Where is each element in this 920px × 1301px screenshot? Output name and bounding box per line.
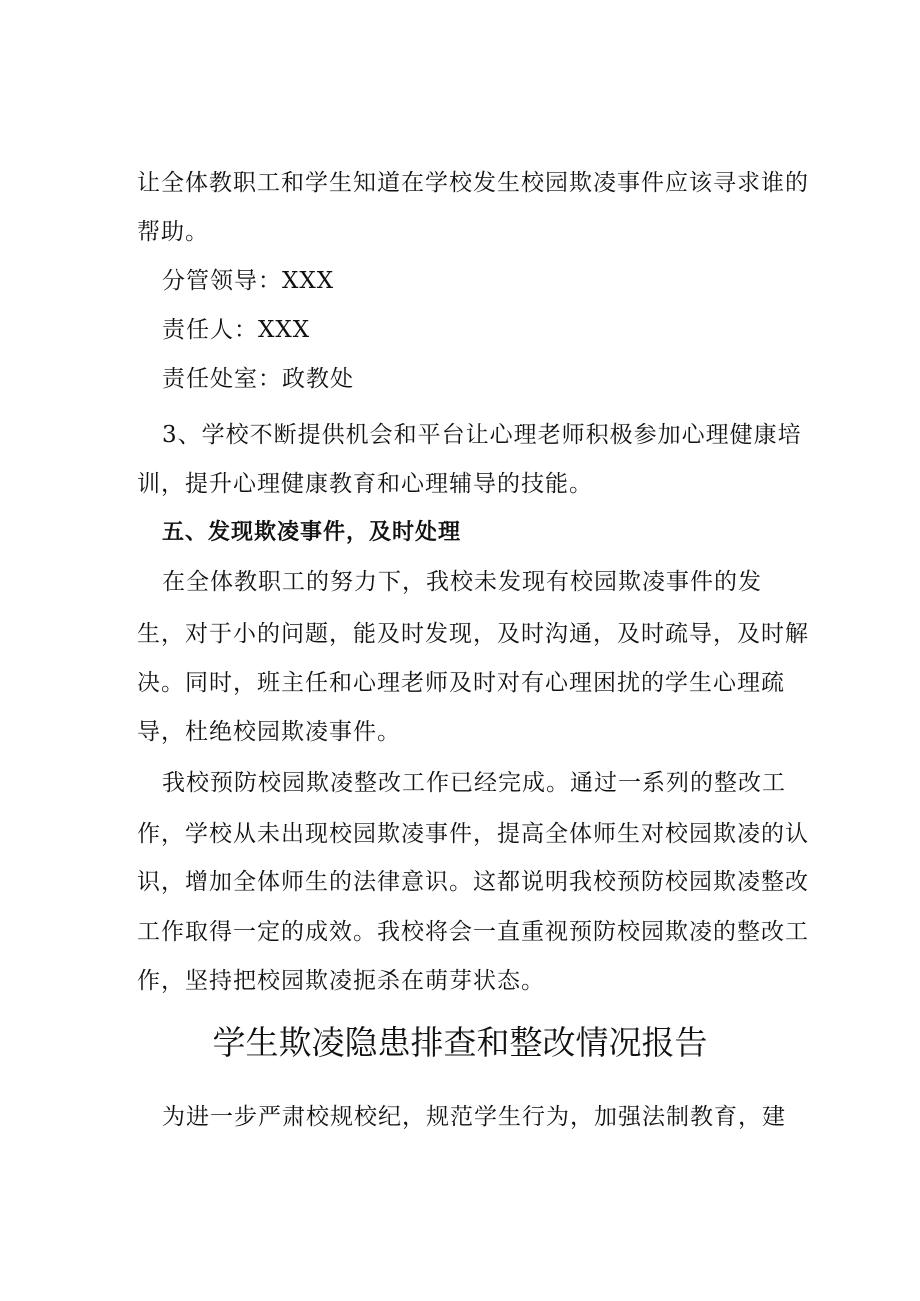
paragraph-line: 帮助。 — [137, 219, 209, 245]
paragraph-line: 决。同时，班主任和心理老师及时对有心理困扰的学生心理疏 — [137, 670, 785, 696]
paragraph-line: 作，学校从未出现校园欺凌事件，提高全体师生对校园欺凌的认 — [137, 821, 809, 847]
paragraph-line: 识，增加全体师生的法律意识。这都说明我校预防校园欺凌整改 — [137, 869, 809, 895]
contact-office: 责任处室：政教处 — [162, 366, 354, 392]
paragraph-line: 训，提升心理健康教育和心理辅导的技能。 — [137, 471, 593, 497]
paragraph-line: 为进一步严肃校规校纪，规范学生行为，加强法制教育，建 — [162, 1104, 786, 1130]
paragraph-line: 作，坚持把校园欺凌扼杀在萌芽状态。 — [137, 968, 545, 994]
paragraph-line: 导，杜绝校园欺凌事件。 — [137, 719, 401, 745]
section-heading: 五、发现欺凌事件，及时处理 — [162, 520, 462, 545]
paragraph-line: 生，对于小的问题，能及时发现，及时沟通，及时疏导，及时解 — [137, 621, 809, 647]
paragraph-line: 在全体教职工的努力下，我校未发现有校园欺凌事件的发 — [162, 569, 762, 595]
paragraph-line: 工作取得一定的成效。我校将会一直重视预防校园欺凌的整改工 — [137, 919, 809, 945]
contact-leader: 分管领导：XXX — [162, 268, 335, 294]
report-title: 学生欺凌隐患排查和整改情况报告 — [212, 1023, 708, 1062]
paragraph-line: 3、学校不断提供机会和平台让心理老师积极参加心理健康培 — [162, 422, 802, 448]
contact-responsible: 责任人：XXX — [162, 317, 311, 343]
paragraph-line: 我校预防校园欺凌整改工作已经完成。通过一系列的整改工 — [162, 770, 786, 796]
paragraph-line: 让全体教职工和学生知道在学校发生校园欺凌事件应该寻求谁的 — [137, 170, 809, 196]
